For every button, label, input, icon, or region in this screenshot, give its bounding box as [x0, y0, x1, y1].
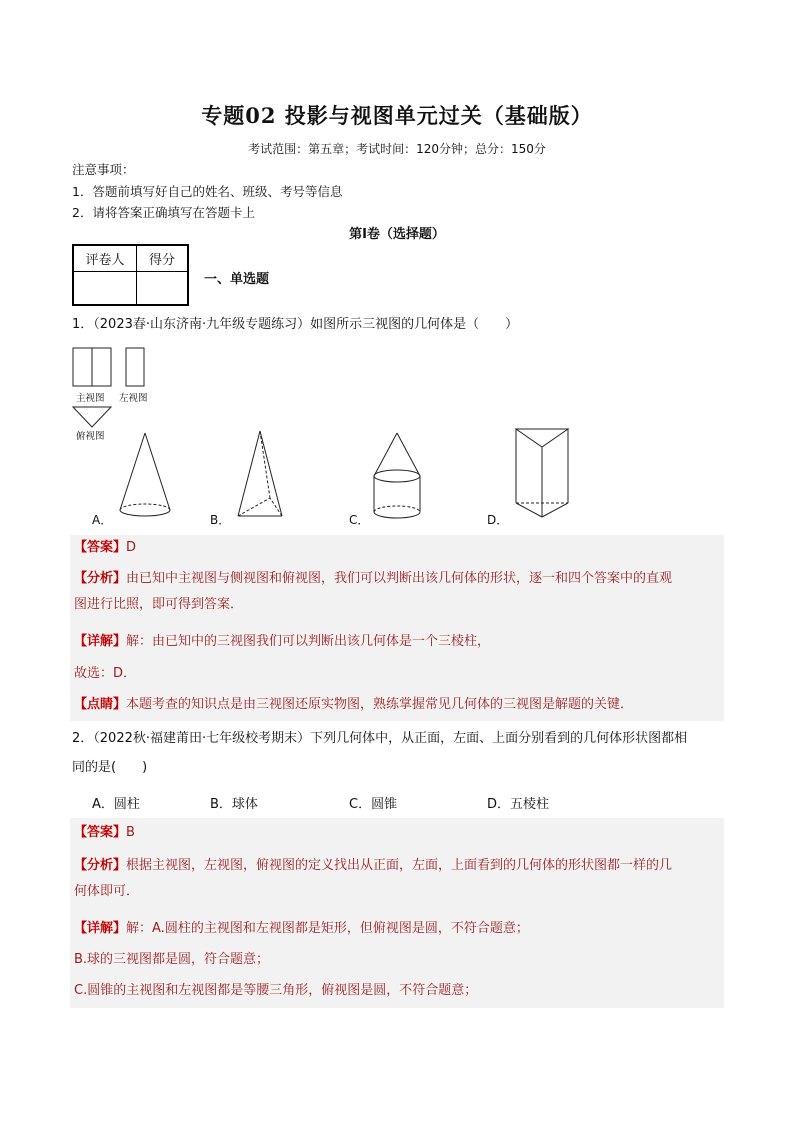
option-b-label: B．	[210, 513, 231, 527]
q2-option-a: A．圆柱	[92, 797, 140, 812]
question-2-text: 2．（2022秋·福建莆田·七年级校考期末）下列几何体中，从正面，左面、上面分别看到的几何体形状图都相	[72, 731, 688, 746]
grader-cell[interactable]	[73, 271, 137, 305]
prism-option-d	[512, 425, 576, 521]
analysis-tag: 【分析】	[74, 858, 127, 873]
q2-answer	[74, 820, 722, 846]
cone-cylinder-option-c	[366, 430, 428, 522]
analysis-text: 根据主视图，左视图，俯视图的定义找出从正面，左面，上面看到的几何体的形状图都一样的几	[126, 858, 673, 873]
q1-answer-block	[70, 535, 724, 721]
detail-tag: 【详解】	[74, 634, 127, 649]
question-1-text: 1．（2023春·山东济南·九年级专题练习）如图所示三视图的几何体是（ ）	[72, 317, 519, 332]
answer-tag: 【答案】	[74, 540, 127, 555]
left-view-rect	[126, 348, 144, 386]
analysis-text: 由已知中主视图与侧视图和俯视图，我们可以判断出该几何体的形状，逐一和四个答案中的直观	[126, 571, 673, 586]
option-d-label: D．	[487, 513, 509, 527]
detail-text: 解：A.圆柱的主视图和左视图都是矩形，但俯视图是圆，不符合题意；	[126, 921, 529, 936]
detail-text: 解：由已知中的三视图我们可以判断出该几何体是一个三棱柱，	[126, 634, 491, 649]
analysis-tag: 【分析】	[74, 571, 127, 586]
q2-analysis	[74, 853, 722, 879]
option-a-label: A．	[92, 513, 113, 527]
grader-header: 评卷人	[73, 245, 137, 271]
exam-range: 考试范围：第五章；考试时间：120分钟；总分：150分	[248, 142, 546, 156]
answer-value: B	[126, 825, 135, 840]
part-title: 一、单选题	[204, 272, 270, 287]
q1-comment	[74, 692, 722, 718]
question-2-text-cont: 同的是( )	[72, 760, 148, 775]
q2-detail	[74, 916, 722, 942]
score-header: 得分	[137, 245, 189, 271]
comment-tag: 【点睛】	[74, 697, 127, 712]
q2-detail-b: B.球的三视图都是圆，符合题意；	[74, 952, 270, 967]
q1-detail	[74, 629, 722, 655]
grade-table	[72, 244, 189, 306]
q2-option-b: B．球体	[210, 797, 258, 812]
q2-option-c: C．圆锥	[349, 797, 398, 812]
comment-text: 本题考查的知识点是由三视图还原实物图，熟练掌握常见几何体的三视图是解题的关键．	[126, 697, 634, 712]
left-view-label: 左视图	[119, 393, 148, 404]
note-item: 2．请将答案正确填写在答题卡上	[72, 205, 255, 220]
top-view-triangle	[73, 407, 111, 427]
q2-detail-c: C.圆锥的主视图和左视图都是等腰三角形，俯视图是圆，不符合题意；	[74, 983, 478, 998]
q1-choice: 故选：D．	[74, 666, 137, 681]
answer-value: D	[126, 540, 137, 555]
detail-tag: 【详解】	[74, 921, 127, 936]
document-title: 专题02 投影与视图单元过关（基础版）	[201, 103, 593, 128]
q1-answer	[74, 535, 722, 561]
option-c-label: C．	[349, 513, 370, 527]
pyramid-option-b	[232, 428, 292, 522]
q2-answer-block	[70, 818, 724, 1008]
note-item: 1．答题前填写好自己的姓名、班级、考号等信息	[72, 184, 343, 199]
score-cell[interactable]	[137, 271, 189, 305]
front-view-label: 主视图	[76, 393, 105, 404]
cone-option-a	[115, 430, 175, 522]
answer-tag: 【答案】	[74, 825, 127, 840]
q2-analysis-cont: 何体即可．	[74, 884, 140, 899]
top-view-label: 俯视图	[76, 431, 105, 442]
q2-option-d: D．五棱柱	[487, 797, 550, 812]
notes-heading: 注意事项：	[72, 162, 135, 177]
q1-analysis-cont: 图进行比照，即可得到答案．	[74, 597, 244, 612]
section-title: 第I卷（选择题）	[349, 227, 445, 242]
q1-analysis	[74, 566, 722, 592]
